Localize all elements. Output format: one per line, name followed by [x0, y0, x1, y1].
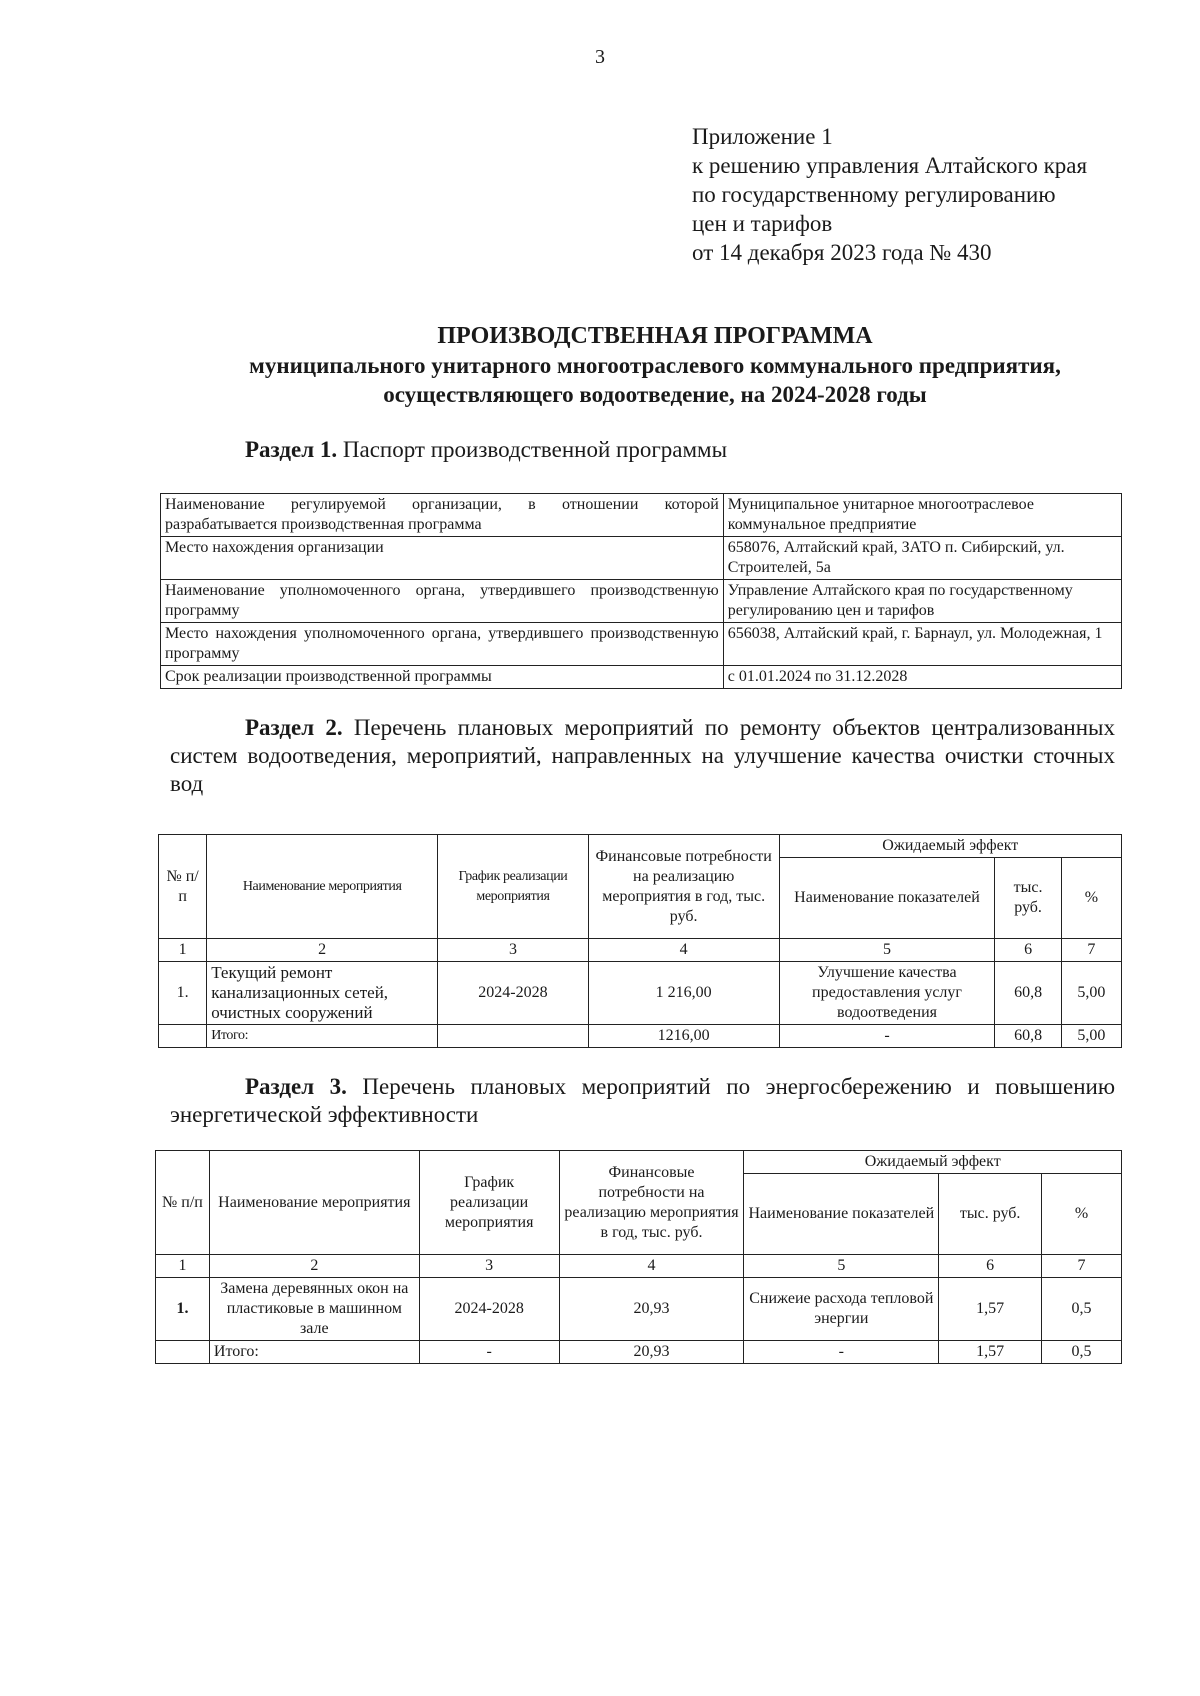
cell-indicator: Снижеие расхода тепловой энергии — [744, 1278, 939, 1341]
section-text: Паспорт производственной программы — [337, 437, 728, 462]
appendix-block — [692, 122, 1162, 267]
section1-heading — [245, 436, 727, 464]
col-number: 7 — [1061, 939, 1121, 962]
appendix-line: к решению управления Алтайского края — [692, 153, 1088, 178]
col-number: 5 — [744, 1255, 939, 1278]
passport-label: Наименование уполномоченного органа, утвердившего производственную программу — [161, 580, 724, 623]
header-thousand: тыс. руб. — [939, 1174, 1042, 1255]
total-thousand: 60,8 — [995, 1025, 1061, 1048]
total-finance: 20,93 — [559, 1341, 744, 1364]
cell-name: Текущий ремонт канализационных сетей, очистных сооружений — [207, 962, 438, 1025]
cell-percent: 0,5 — [1042, 1278, 1122, 1341]
appendix-line: по государственному регулированию — [692, 182, 1056, 207]
passport-label: Наименование регулируемой организации, в отношении которой разрабатывается производственная программа — [161, 494, 724, 537]
header-thousand: тыс. руб. — [995, 858, 1061, 939]
col-number: 6 — [939, 1255, 1042, 1278]
header-indicator: Наименование показателей — [779, 858, 995, 939]
passport-label: Место нахождения организации — [161, 537, 724, 580]
passport-value: Муниципальное унитарное многоотраслевое коммунальное предприятие — [723, 494, 1121, 537]
section-text: Перечень плановых мероприятий по ремонту объектов централизованных систем водоотведения, мероприятий, направленных на улучшение качества очистки сточных вод — [170, 715, 1115, 796]
header-name: Наименование мероприятия — [207, 835, 438, 939]
title-main: ПРОИЗВОДСТВЕННАЯ ПРОГРАММА — [437, 323, 873, 349]
col-number: 7 — [1042, 1255, 1122, 1278]
table-total-row — [156, 1341, 1122, 1364]
cell-indicator: Улучшение качества предоставления услуг водоотведения — [779, 962, 995, 1025]
section-label: Раздел 2. — [245, 715, 343, 740]
col-number: 2 — [209, 1255, 419, 1278]
col-number: 5 — [779, 939, 995, 962]
table-row — [161, 623, 1122, 666]
total-schedule — [438, 1025, 589, 1048]
header-finance: Финансовые потребности на реализацию мероприятия в год, тыс. руб. — [588, 835, 779, 939]
section2-heading — [170, 714, 1115, 798]
header-num: № п/п — [156, 1151, 210, 1255]
total-label: Итого: — [209, 1341, 419, 1364]
table-row — [159, 962, 1122, 1025]
col-number: 1 — [156, 1255, 210, 1278]
page-number: 3 — [595, 46, 605, 68]
appendix-line: цен и тарифов — [692, 211, 833, 236]
col-number: 2 — [207, 939, 438, 962]
total-indicator: - — [779, 1025, 995, 1048]
document-title — [150, 322, 1160, 409]
appendix-line: от 14 декабря 2023 года № 430 — [692, 240, 992, 265]
header-indicator: Наименование показателей — [744, 1174, 939, 1255]
section-text: Перечень плановых мероприятий по энергосбережению и повышению энергетической эффективности — [170, 1074, 1116, 1127]
table-column-numbers — [156, 1255, 1122, 1278]
total-thousand: 1,57 — [939, 1341, 1042, 1364]
cell-thousand: 60,8 — [995, 962, 1061, 1025]
cell-schedule: 2024-2028 — [438, 962, 589, 1025]
section-label: Раздел 1. — [245, 437, 338, 462]
total-indicator: - — [744, 1341, 939, 1364]
total-percent: 0,5 — [1042, 1341, 1122, 1364]
total-percent: 5,00 — [1061, 1025, 1121, 1048]
title-line: осуществляющего водоотведение, на 2024-2028 годы — [383, 382, 927, 407]
table-row — [156, 1278, 1122, 1341]
header-effect: Ожидаемый эффект — [744, 1151, 1122, 1174]
passport-value: Управление Алтайского края по государственному регулированию цен и тарифов — [723, 580, 1121, 623]
header-schedule: График реализации мероприятия — [438, 835, 589, 939]
table-header-row — [156, 1151, 1122, 1174]
total-label: Итого: — [207, 1025, 438, 1048]
appendix-line: Приложение 1 — [692, 124, 833, 149]
table-header-row — [159, 835, 1122, 858]
total-finance: 1216,00 — [588, 1025, 779, 1048]
table-row — [161, 537, 1122, 580]
table-column-numbers — [159, 939, 1122, 962]
section-label: Раздел 3. — [245, 1074, 347, 1099]
header-effect: Ожидаемый эффект — [779, 835, 1121, 858]
header-schedule: График реализации мероприятия — [419, 1151, 559, 1255]
col-number: 3 — [419, 1255, 559, 1278]
cell-num: 1. — [159, 962, 207, 1025]
cell-thousand: 1,57 — [939, 1278, 1042, 1341]
header-name: Наименование мероприятия — [209, 1151, 419, 1255]
table-row — [161, 666, 1122, 689]
col-number: 1 — [159, 939, 207, 962]
passport-label: Срок реализации производственной программы — [161, 666, 724, 689]
repair-table — [158, 834, 1122, 1048]
passport-value: 656038, Алтайский край, г. Барнаул, ул. Молодежная, 1 — [723, 623, 1121, 666]
cell-finance: 20,93 — [559, 1278, 744, 1341]
passport-value: 658076, Алтайский край, ЗАТО п. Сибирский, ул. Строителей, 5а — [723, 537, 1121, 580]
cell-schedule: 2024-2028 — [419, 1278, 559, 1341]
cell-name: Замена деревянных окон на пластиковые в машинном зале — [209, 1278, 419, 1341]
cell-finance: 1 216,00 — [588, 962, 779, 1025]
table-total-row — [159, 1025, 1122, 1048]
col-number: 4 — [559, 1255, 744, 1278]
col-number: 6 — [995, 939, 1061, 962]
col-number: 3 — [438, 939, 589, 962]
table-row — [161, 494, 1122, 537]
passport-value: с 01.01.2024 по 31.12.2028 — [723, 666, 1121, 689]
table-row — [161, 580, 1122, 623]
passport-table — [160, 493, 1122, 689]
header-percent: % — [1061, 858, 1121, 939]
energy-table — [155, 1150, 1122, 1364]
title-line: муниципального унитарного многоотраслевого коммунального предприятия, — [249, 353, 1061, 378]
col-number: 4 — [588, 939, 779, 962]
header-finance: Финансовые потребности на реализацию мероприятия в год, тыс. руб. — [559, 1151, 744, 1255]
section3-heading — [170, 1073, 1115, 1129]
total-schedule: - — [419, 1341, 559, 1364]
header-num: № п/п — [159, 835, 207, 939]
passport-label: Место нахождения уполномоченного органа, утвердившего производственную программу — [161, 623, 724, 666]
cell-percent: 5,00 — [1061, 962, 1121, 1025]
header-percent: % — [1042, 1174, 1122, 1255]
cell-num: 1. — [156, 1278, 210, 1341]
